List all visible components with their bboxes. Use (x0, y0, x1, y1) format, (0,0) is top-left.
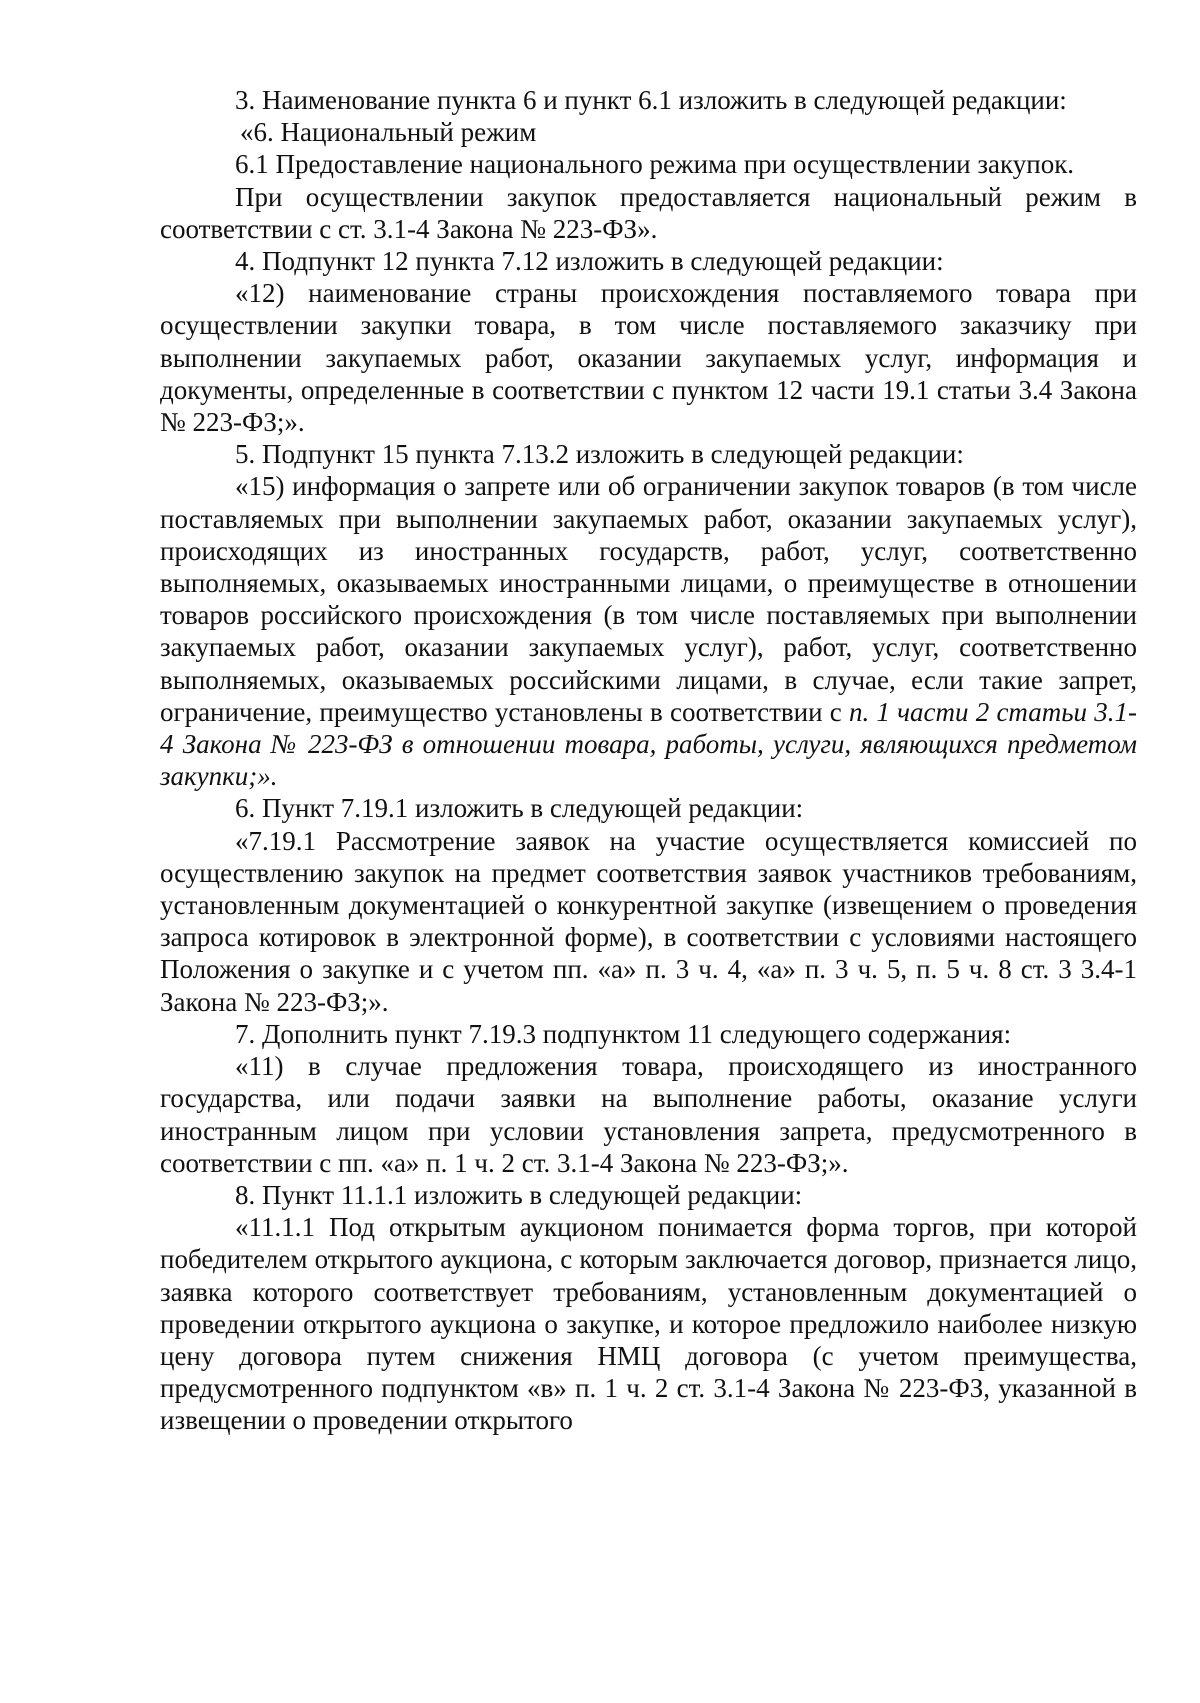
clause-11-1-1-text: «11.1.1 Под открытым аукционом понимается форма торгов, при которой победителем открытого аукциона, с которым заключается договор, признается лицо, заявка которого соответствует требованиям, установленным документацией о проведении открытого аукциона о закупке, и которое предложило наиболее низкую цену договора путем снижения НМЦ договора (с учетом преимущества, предусмотренного подпунктом «в» п. 1 ч. 2 ст. 3.1-4 Закона № 223-ФЗ, указанной в извещении о проведении открытого (160, 1212, 1137, 1436)
paragraph-item-3: 3. Наименование пункта 6 и пункт 6.1 изложить в следующей редакции: (235, 85, 1067, 115)
subitem-15-italic: п. 1 части 2 статьи 3.1-4 Закона № 223-ФЗ в отношении товара, работы, услуги, являющихся предметом закупки;». (160, 696, 1138, 792)
paragraph-item-7: 7. Дополнить пункт 7.19.3 подпунктом 11 следующего содержания: (235, 1018, 1012, 1049)
subitem-15-regular: «15) информация о запрете или об ограничении закупок товаров (в том числе поставляемых при выполнении закупаемых работ, оказании закупаемых услуг), происходящих из иностранных государств, работ, услуг, соответственно выполняемых, оказываемых иностранными лицами, о преимуществе в отношении товаров российского происхождения (в том числе поставляемых при выполнении закупаемых работ, оказании закупаемых услуг), работ, услуг, соответственно выполняемых, оказываемых российскими лицами, в случае, если такие запрет, ограничение, преимущество установлены в соответствии с (160, 471, 1137, 727)
subitem-15-text (160, 470, 1137, 792)
clause-7-19-1-text: «7.19.1 Рассмотрение заявок на участие осуществляется комиссией по осуществлению закупок на предмет соответствия заявок участников требованиям, установленным документацией о конкурентной закупке (извещением о проведения запроса котировок в электронной форме), в соответствии с условиями настоящего Положения о закупке и с учетом пп. «а» п. 3 ч. 4, «а» п. 3 ч. 5, п. 5 ч. 8 ст. 3 3.4-1 Закона № 223-ФЗ;». (160, 825, 1137, 1017)
subsection-6-1: 6.1 Предоставление национального режима при осуществлении закупок. (235, 149, 1075, 180)
subitem-12-text: «12) наименование страны происхождения поставляемого товара при осуществлении закупки товара, в том числе поставляемого заказчику при выполнении закупаемых работ, оказании закупаемых услуг, информация и документы, определенные в соответствии с пунктом 12 части 19.1 статьи 3.4 Закона № 223-ФЗ;». (160, 278, 1137, 438)
section-6-heading: «6. Национальный режим (240, 117, 537, 148)
paragraph-item-6: 6. Пункт 7.19.1 изложить в следующей редакции: (235, 793, 804, 824)
paragraph-national-regime: При осуществлении закупок предоставляется национальный режим в соответствии с ст. 3.1-4 Закона № 223-ФЗ». (160, 181, 1137, 244)
subitem-11-text: «11) в случае предложения товара, происходящего из иностранного государства, или подачи заявки на выполнение работы, оказание услуги иностранным лицом при условии установления запрета, предусмотренного в соответствии с пп. «а» п. 1 ч. 2 ст. 3.1-4 Закона № 223-ФЗ;». (160, 1051, 1137, 1178)
paragraph-item-8: 8. Пункт 11.1.1 изложить в следующей редакции: (235, 1179, 803, 1210)
document-body (160, 84, 1137, 1437)
paragraph-item-5: 5. Подпункт 15 пункта 7.13.2 изложить в следующей редакции: (235, 439, 964, 470)
paragraph-item-4: 4. Подпункт 12 пункта 7.12 изложить в следующей редакции: (235, 246, 944, 277)
